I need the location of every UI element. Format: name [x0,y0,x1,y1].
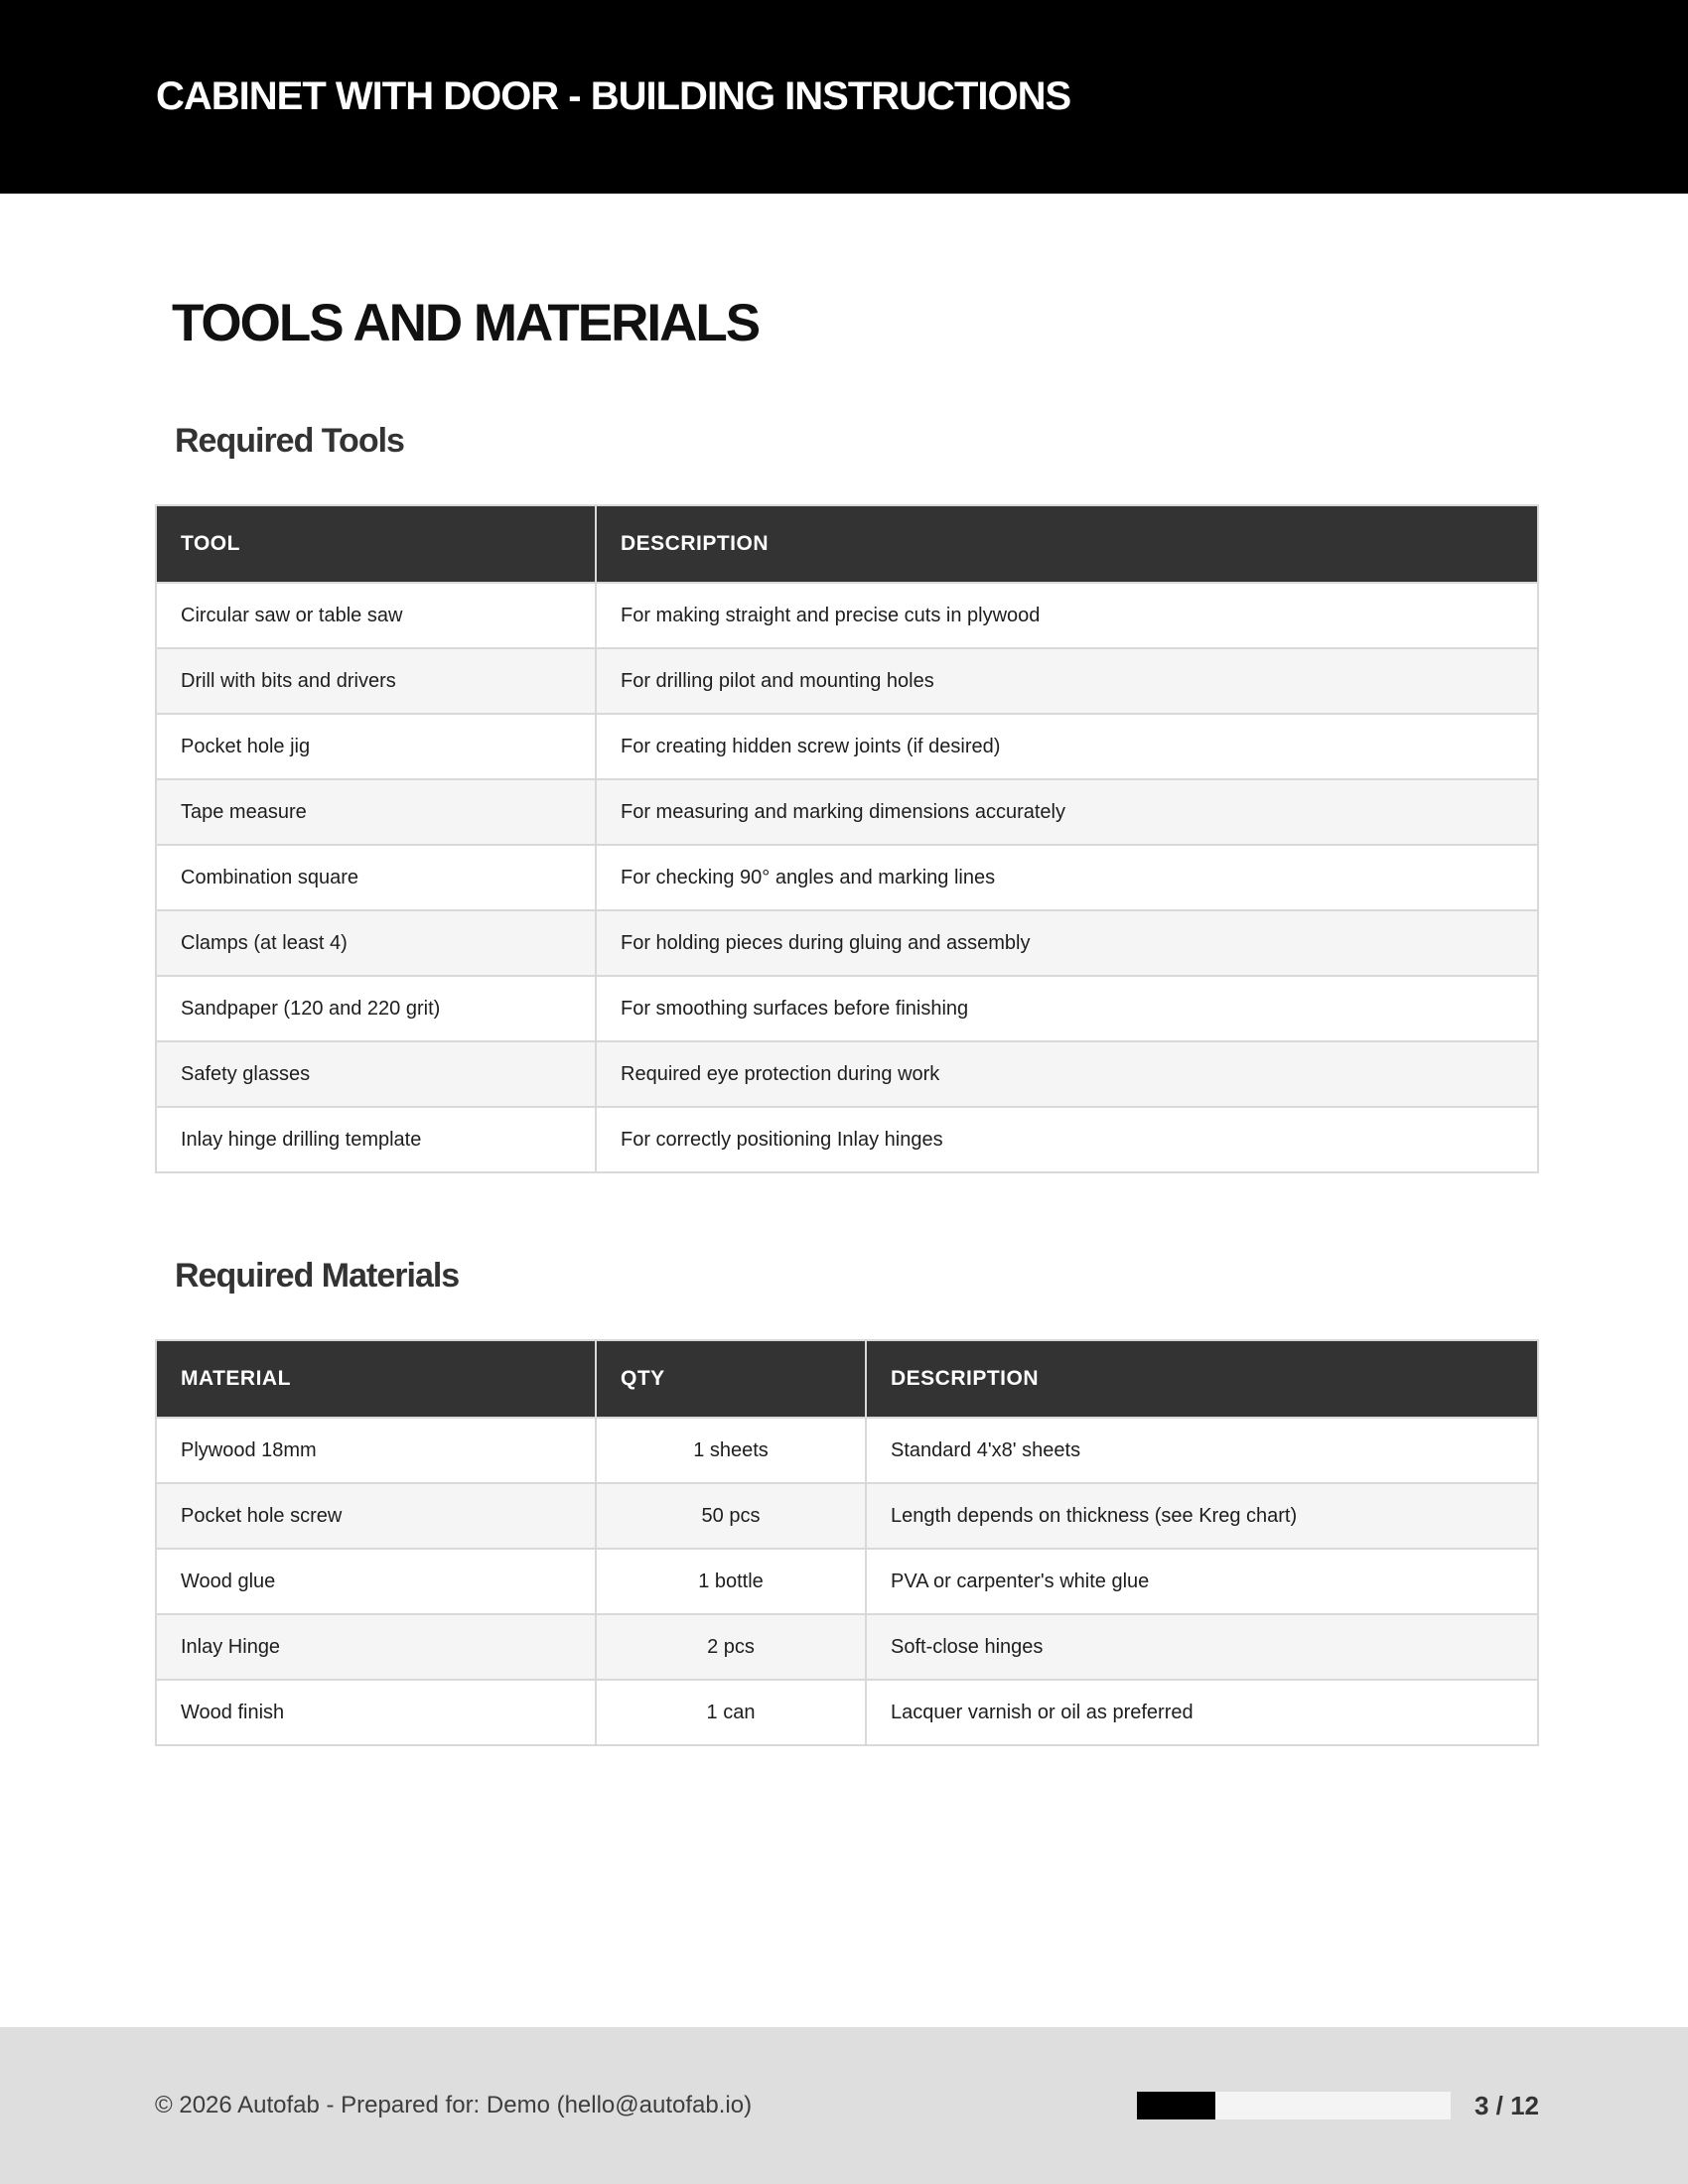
table-row [156,910,1538,976]
table-row [156,1483,1538,1549]
progress-bar [1137,2092,1451,2119]
table-row [156,1614,1538,1680]
table-cell: For smoothing surfaces before finishing [596,976,1538,1041]
table-row [156,779,1538,845]
section-heading-required-tools: Required Tools [175,421,404,460]
table-cell: Length depends on thickness (see Kreg chart) [866,1483,1538,1549]
table-cell: Sandpaper (120 and 220 grit) [156,976,596,1041]
table-cell: Tape measure [156,779,596,845]
table-cell: 1 can [596,1680,866,1745]
column-header: TOOL [156,505,596,583]
table-cell: Inlay hinge drilling template [156,1107,596,1172]
column-header: MATERIAL [156,1340,596,1418]
table-cell: For correctly positioning Inlay hinges [596,1107,1538,1172]
column-header: DESCRIPTION [866,1340,1538,1418]
table-cell: Standard 4'x8' sheets [866,1418,1538,1483]
table-row [156,845,1538,910]
table-cell: Pocket hole jig [156,714,596,779]
table-row [156,1041,1538,1107]
table-cell: Required eye protection during work [596,1041,1538,1107]
table-cell: Lacquer varnish or oil as preferred [866,1680,1538,1745]
table-row [156,648,1538,714]
table-cell: 1 bottle [596,1549,866,1614]
top-banner [0,0,1688,194]
table-cell: For checking 90° angles and marking lines [596,845,1538,910]
table-cell: Inlay Hinge [156,1614,596,1680]
table-row [156,714,1538,779]
table-row [156,1418,1538,1483]
table-row [156,1680,1538,1745]
table-cell: Drill with bits and drivers [156,648,596,714]
table-cell: Clamps (at least 4) [156,910,596,976]
progress-bar-fill [1137,2092,1215,2119]
table-cell: For drilling pilot and mounting holes [596,648,1538,714]
table-cell: For measuring and marking dimensions accurately [596,779,1538,845]
page-footer [0,2027,1688,2184]
required-materials-table [155,1339,1539,1746]
table-cell: Circular saw or table saw [156,583,596,648]
table-cell: For creating hidden screw joints (if desired) [596,714,1538,779]
table-row [156,583,1538,648]
page-number: 3 / 12 [1474,2090,1539,2120]
table-cell: 1 sheets [596,1418,866,1483]
column-header: QTY [596,1340,866,1418]
table-cell: For holding pieces during gluing and assembly [596,910,1538,976]
table-cell: Pocket hole screw [156,1483,596,1549]
table-row [156,1549,1538,1614]
table-cell: Plywood 18mm [156,1418,596,1483]
table-cell: PVA or carpenter's white glue [866,1549,1538,1614]
table-cell: Combination square [156,845,596,910]
section-required-tools [155,423,1539,1173]
required-tools-table [155,504,1539,1173]
footer-progress-group [1137,2091,1539,2121]
copyright-text: © 2026 Autofab - Prepared for: Demo (hello@autofab.io) [155,2092,753,2118]
page-title: TOOLS AND MATERIALS [172,294,760,352]
table-cell: 50 pcs [596,1483,866,1549]
table-row [156,1107,1538,1172]
table-cell: Wood finish [156,1680,596,1745]
table-cell: Wood glue [156,1549,596,1614]
document-title: CABINET WITH DOOR - BUILDING INSTRUCTIONS [156,74,1071,118]
table-header-row [156,1340,1538,1418]
table-cell: For making straight and precise cuts in plywood [596,583,1538,648]
table-cell: Soft-close hinges [866,1614,1538,1680]
section-required-materials [155,1258,1539,1746]
table-row [156,976,1538,1041]
section-heading-required-materials: Required Materials [175,1257,460,1296]
table-cell: 2 pcs [596,1614,866,1680]
table-cell: Safety glasses [156,1041,596,1107]
table-header-row [156,505,1538,583]
column-header: DESCRIPTION [596,505,1538,583]
page-content [0,296,1688,1746]
